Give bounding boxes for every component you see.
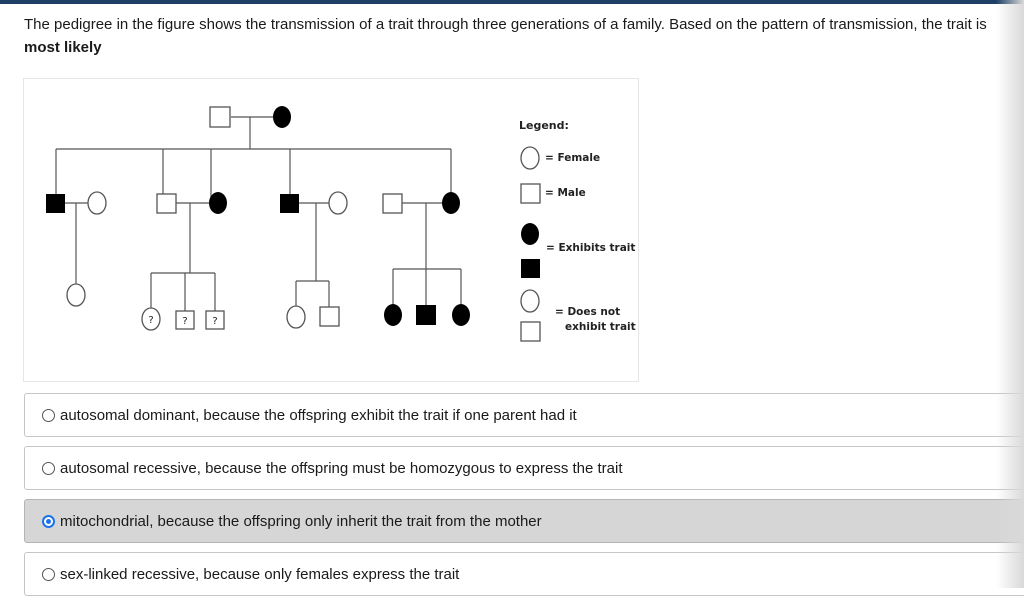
- legend-male-symbol: [521, 184, 540, 203]
- female-unaffected-symbol: [88, 192, 106, 214]
- radio-button[interactable]: [42, 568, 55, 581]
- female-affected-symbol: [384, 304, 402, 326]
- male-unaffected-symbol: [383, 194, 402, 213]
- male-affected-symbol: [280, 194, 299, 213]
- unknown-marker: ?: [148, 315, 154, 326]
- male-affected-symbol: [46, 194, 65, 213]
- legend-affected-female-symbol: [521, 223, 539, 245]
- option-label: autosomal recessive, because the offspring must be homozygous to express the trait: [60, 459, 623, 477]
- unknown-marker: ?: [182, 316, 188, 327]
- legend-unaffected-female-symbol: [521, 290, 539, 312]
- male-affected-symbol: [416, 305, 436, 325]
- answer-options: [24, 393, 1024, 605]
- female-unaffected-symbol: [287, 306, 305, 328]
- question-emphasis: most likely: [24, 39, 102, 56]
- pedigree-figure: [24, 79, 638, 381]
- legend-exhibits-label: = Exhibits trait: [546, 242, 636, 254]
- male-unaffected-symbol: [157, 194, 176, 213]
- legend-does-not-label-1: = Does not: [555, 306, 621, 318]
- option-mitochondrial[interactable]: [24, 499, 1024, 543]
- male-unaffected-symbol: [210, 107, 230, 127]
- option-label: mitochondrial, because the offspring only inherit the trait from the mother: [60, 512, 542, 530]
- male-unaffected-symbol: [320, 307, 339, 326]
- female-affected-symbol: [209, 192, 227, 214]
- female-affected-symbol: [442, 192, 460, 214]
- legend-does-not-label-2: exhibit trait: [565, 321, 636, 333]
- legend-affected-male-symbol: [521, 259, 540, 278]
- option-label: sex-linked recessive, because only females express the trait: [60, 565, 460, 583]
- option-autosomal-recessive[interactable]: [24, 446, 1024, 490]
- female-affected-symbol: [452, 304, 470, 326]
- question-body: The pedigree in the figure shows the transmission of a trait through three generations of a family. Based on the pattern of transmission, the trait is: [24, 16, 987, 33]
- legend-male-label: = Male: [545, 187, 586, 199]
- radio-button[interactable]: [42, 462, 55, 475]
- legend-unaffected-male-symbol: [521, 322, 540, 341]
- unknown-marker: ?: [212, 316, 218, 327]
- option-sex-linked-recessive[interactable]: [24, 552, 1024, 596]
- option-label: autosomal dominant, because the offspring exhibit the trait if one parent had it: [60, 406, 577, 424]
- option-autosomal-dominant[interactable]: [24, 393, 1024, 437]
- radio-button-selected[interactable]: [42, 515, 55, 528]
- pedigree-chart: [24, 79, 638, 381]
- top-accent-bar: [0, 0, 1024, 4]
- female-unaffected-symbol: [329, 192, 347, 214]
- female-affected-symbol: [273, 106, 291, 128]
- female-unaffected-symbol: [67, 284, 85, 306]
- legend-female-symbol: [521, 147, 539, 169]
- legend-female-label: = Female: [545, 152, 601, 164]
- radio-button[interactable]: [42, 409, 55, 422]
- legend-title: Legend:: [519, 119, 569, 132]
- question-text: [24, 13, 1024, 59]
